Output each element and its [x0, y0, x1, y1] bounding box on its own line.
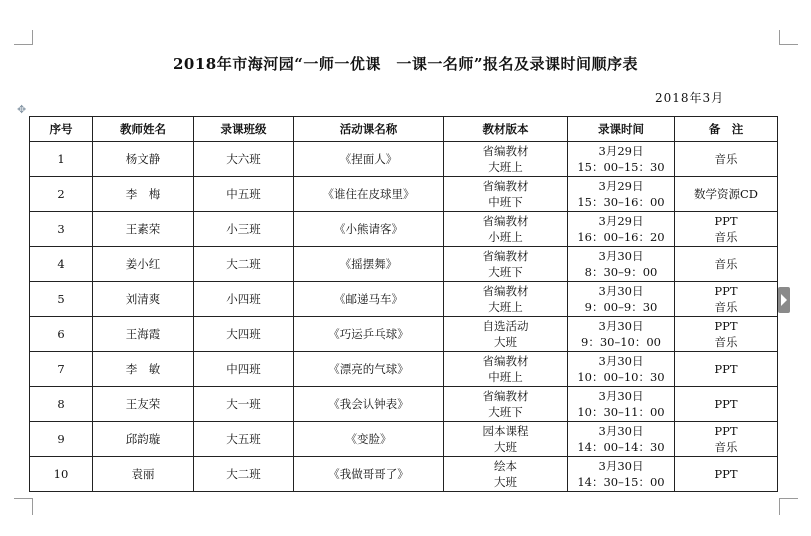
table-row: [30, 352, 778, 387]
cell-course: 《捏面人》: [294, 142, 444, 177]
table-row: [30, 387, 778, 422]
cell-no: 3: [30, 212, 93, 247]
cell-note-line: PPT: [714, 467, 738, 481]
cell-no: 2: [30, 177, 93, 212]
cell-note: [675, 317, 778, 352]
cell-course: 《巧运乒乓球》: [294, 317, 444, 352]
cell-no: 10: [30, 457, 93, 492]
cell-material-line: 绘本: [494, 459, 517, 473]
table-row: [30, 457, 778, 492]
cell-note-line: PPT: [714, 424, 738, 438]
cell-class: 大六班: [194, 142, 294, 177]
cell-material-line: 大班: [494, 335, 517, 349]
cell-material-line: 大班上: [488, 300, 523, 314]
cell-teacher: 王友荣: [93, 387, 194, 422]
cell-time-line: 3月29日: [598, 179, 644, 193]
side-pane-toggle-icon[interactable]: [778, 287, 790, 313]
cell-time-line: 3月30日: [598, 389, 644, 403]
cell-material-line: 省编教材: [482, 144, 529, 158]
cell-time-line: 16：00–16：20: [577, 230, 665, 244]
cell-course: 《漂亮的气球》: [294, 352, 444, 387]
cell-note: [675, 422, 778, 457]
cell-material: [444, 142, 568, 177]
cell-time-line: 8：30–9：00: [584, 265, 658, 279]
cell-note: [675, 247, 778, 282]
cell-time-line: 3月30日: [598, 354, 644, 368]
cell-material-line: 大班下: [488, 405, 523, 419]
cell-material-line: 园本课程: [482, 424, 529, 438]
header-teacher: 教师姓名: [93, 117, 194, 142]
table-row: [30, 317, 778, 352]
cell-material-line: 省编教材: [482, 389, 529, 403]
cell-course: 《我做哥哥了》: [294, 457, 444, 492]
header-no: 序号: [30, 117, 93, 142]
cell-class: 中四班: [194, 352, 294, 387]
cell-course: 《邮递马车》: [294, 282, 444, 317]
cell-time: [568, 422, 675, 457]
cell-time-line: 3月29日: [598, 214, 644, 228]
cell-material-line: 自选活动: [482, 319, 529, 333]
cell-material-line: 小班上: [488, 230, 523, 244]
cell-note-line: 音乐: [714, 335, 738, 349]
cell-note: [675, 282, 778, 317]
cell-class: 大四班: [194, 317, 294, 352]
cell-material: [444, 352, 568, 387]
cell-material: [444, 282, 568, 317]
table-move-handle-icon[interactable]: ✥: [17, 103, 27, 116]
cell-time-line: 15：30–16：00: [577, 195, 665, 209]
cell-material-line: 省编教材: [482, 249, 529, 263]
cell-note: [675, 212, 778, 247]
cell-note-line: 音乐: [714, 257, 738, 271]
cell-course: 《变脸》: [294, 422, 444, 457]
cell-time: [568, 387, 675, 422]
cell-note: [675, 177, 778, 212]
cell-no: 6: [30, 317, 93, 352]
cell-time-line: 3月29日: [598, 144, 644, 158]
cell-teacher: 姜小红: [93, 247, 194, 282]
cell-time-line: 3月30日: [598, 284, 644, 298]
cell-material-line: 中班下: [488, 195, 523, 209]
crop-mark-top-left: [14, 30, 33, 45]
header-material: 教材版本: [444, 117, 568, 142]
schedule-table: [29, 116, 778, 492]
cell-note-line: 音乐: [714, 440, 738, 454]
cell-time: [568, 177, 675, 212]
cell-time: [568, 212, 675, 247]
cell-material-line: 省编教材: [482, 214, 529, 228]
cell-course: 《小熊请客》: [294, 212, 444, 247]
cell-time-line: 3月30日: [598, 319, 644, 333]
cell-material: [444, 317, 568, 352]
cell-no: 5: [30, 282, 93, 317]
cell-time: [568, 352, 675, 387]
cell-class: 大一班: [194, 387, 294, 422]
cell-note: [675, 387, 778, 422]
cell-teacher: 李 梅: [93, 177, 194, 212]
cell-material-line: 中班上: [488, 370, 523, 384]
header-course: 活动课名称: [294, 117, 444, 142]
cell-class: 中五班: [194, 177, 294, 212]
table-row: [30, 422, 778, 457]
cell-time: [568, 247, 675, 282]
cell-material: [444, 387, 568, 422]
cell-time-line: 3月30日: [598, 424, 644, 438]
cell-time-line: 9：30–10：00: [581, 335, 661, 349]
header-class: 录课班级: [194, 117, 294, 142]
cell-time-line: 14：00–14：30: [577, 440, 665, 454]
cell-note: [675, 142, 778, 177]
cell-teacher: 王海霞: [93, 317, 194, 352]
table-header-row: [30, 117, 778, 142]
table-row: [30, 142, 778, 177]
cell-time: [568, 317, 675, 352]
cell-time-line: 10：30–11：00: [577, 405, 665, 419]
cell-material: [444, 457, 568, 492]
cell-time-line: 14：30–15：00: [577, 475, 665, 489]
cell-note-line: 音乐: [714, 300, 738, 314]
cell-note-line: 音乐: [714, 152, 738, 166]
cell-material-line: 省编教材: [482, 179, 529, 193]
cell-material: [444, 422, 568, 457]
cell-teacher: 王素荣: [93, 212, 194, 247]
cell-note-line: PPT: [714, 362, 738, 376]
cell-class: 大二班: [194, 247, 294, 282]
cell-note-line: PPT: [714, 284, 738, 298]
header-time: 录课时间: [568, 117, 675, 142]
cell-class: 小四班: [194, 282, 294, 317]
cell-class: 小三班: [194, 212, 294, 247]
cell-class: 大五班: [194, 422, 294, 457]
cell-no: 9: [30, 422, 93, 457]
table-row: [30, 247, 778, 282]
cell-material-line: 大班: [494, 440, 517, 454]
cell-material-line: 省编教材: [482, 354, 529, 368]
cell-teacher: 刘清爽: [93, 282, 194, 317]
cell-time-line: 10：00–10：30: [577, 370, 665, 384]
cell-no: 8: [30, 387, 93, 422]
table-row: [30, 212, 778, 247]
cell-teacher: 袁丽: [93, 457, 194, 492]
cell-class: 大二班: [194, 457, 294, 492]
cell-material-line: 大班下: [488, 265, 523, 279]
cell-time-line: 3月30日: [598, 249, 644, 263]
cell-course: 《谁住在皮球里》: [294, 177, 444, 212]
cell-note: [675, 457, 778, 492]
cell-course: 《我会认钟表》: [294, 387, 444, 422]
header-note: 备 注: [675, 117, 778, 142]
cell-material: [444, 247, 568, 282]
cell-material-line: 省编教材: [482, 284, 529, 298]
cell-note-line: PPT: [714, 319, 738, 333]
cell-material: [444, 177, 568, 212]
cell-time: [568, 282, 675, 317]
document-title: 2018年市海河园“一师一优课 一课一名师”报名及录课时间顺序表: [172, 55, 638, 73]
crop-mark-top-right: [779, 30, 798, 45]
cell-no: 4: [30, 247, 93, 282]
cell-material-line: 大班: [494, 475, 517, 489]
crop-mark-bottom-left: [14, 498, 33, 515]
cell-note-line: 音乐: [714, 230, 738, 244]
cell-note: [675, 352, 778, 387]
table-row: [30, 282, 778, 317]
cell-no: 7: [30, 352, 93, 387]
cell-material-line: 大班上: [488, 160, 523, 174]
cell-course: 《摇摆舞》: [294, 247, 444, 282]
cell-time: [568, 457, 675, 492]
cell-note-line: PPT: [714, 397, 738, 411]
cell-time-line: 9：00–9：30: [584, 300, 658, 314]
cell-teacher: 邱韵璇: [93, 422, 194, 457]
cell-time-line: 3月30日: [598, 459, 644, 473]
cell-time-line: 15：00–15：30: [577, 160, 665, 174]
crop-mark-bottom-right: [779, 498, 798, 515]
cell-no: 1: [30, 142, 93, 177]
cell-note-line: 数学资源CD: [693, 187, 759, 201]
cell-note-line: PPT: [714, 214, 738, 228]
cell-teacher: 李 敏: [93, 352, 194, 387]
cell-teacher: 杨文静: [93, 142, 194, 177]
document-date: 2018年3月: [655, 91, 725, 105]
table-row: [30, 177, 778, 212]
cell-material: [444, 212, 568, 247]
cell-time: [568, 142, 675, 177]
